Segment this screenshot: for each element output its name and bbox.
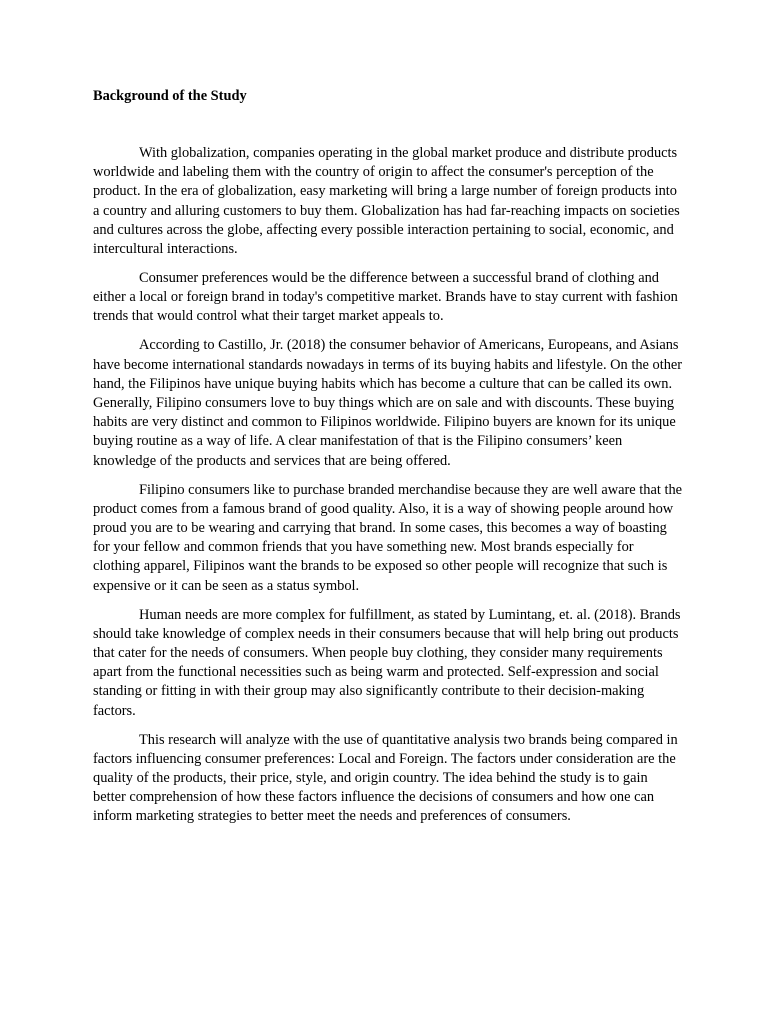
paragraph-globalization: With globalization, companies operating in the global market produce and distribute products worldwide and labeling them with the country of origin to affect the consumer's perception of the product. In the era of globalization, easy marketing will bring a large number of foreign products into a country and alluring customers to buy them. Globalization has had far-reaching impacts on societies and cultures across the globe, affecting every possible interaction pertaining to social, economic, and intercultural interactions.	[93, 145, 680, 258]
paragraph-castillo: According to Castillo, Jr. (2018) the consumer behavior of Americans, Europeans, and Asians have become international standards nowadays in terms of its buying habits and lifestyle. On the other hand, the Filipinos have unique buying habits which has become a culture that can be called its own. Generally, Filipino consumers love to buy things which are on sale and with discounts. These buying habits are very distinct and common to Filipinos worldwide. Filipino buyers are known for its unique buying routine as a way of life. A clear manifestation of that is the Filipino consumers’ keen knowledge of the products and services that are being offered.	[93, 337, 683, 469]
paragraph-branded-merchandise: Filipino consumers like to purchase branded merchandise because they are well aware that the product comes from a famous brand of good quality. Also, it is a way of showing people around how proud you are to be wearing and carrying that brand. In some cases, this becomes a way of boasting for your fellow and common friends that you have something new. Most brands especially for clothing apparel, Filipinos want the brands to be exposed so other people will recognize that such is expensive or it can be seen as a status symbol.	[93, 481, 683, 594]
paragraph-consumer-preferences: Consumer preferences would be the difference between a successful brand of clothing and either a local or foreign brand in today's competitive market. Brands have to stay current with fashion trends that would control what their target market appeals to.	[93, 270, 678, 325]
document-body	[93, 86, 683, 836]
section-heading: Background of the Study	[93, 88, 247, 104]
paragraph-research-scope: This research will analyze with the use of quantitative analysis two brands being compared in factors influencing consumer preferences: Local and Foreign. The factors under consideration are the quality of the products, their price, style, and origin country. The idea behind the study is to gain better comprehension of how these factors influence the decisions of consumers and how one can inform marketing strategies to better meet the needs and preferences of consumers.	[93, 731, 678, 825]
paragraph-human-needs: Human needs are more complex for fulfillment, as stated by Lumintang, et. al. (2018). Brands should take knowledge of complex needs in their consumers because that will help bring out products that cater for the needs of consumers. When people buy clothing, they consider many requirements apart from the functional necessities such as being warm and protected. Self-expression and social standing or fitting in with their group may also significantly contribute to their decision-making factors.	[93, 606, 681, 719]
